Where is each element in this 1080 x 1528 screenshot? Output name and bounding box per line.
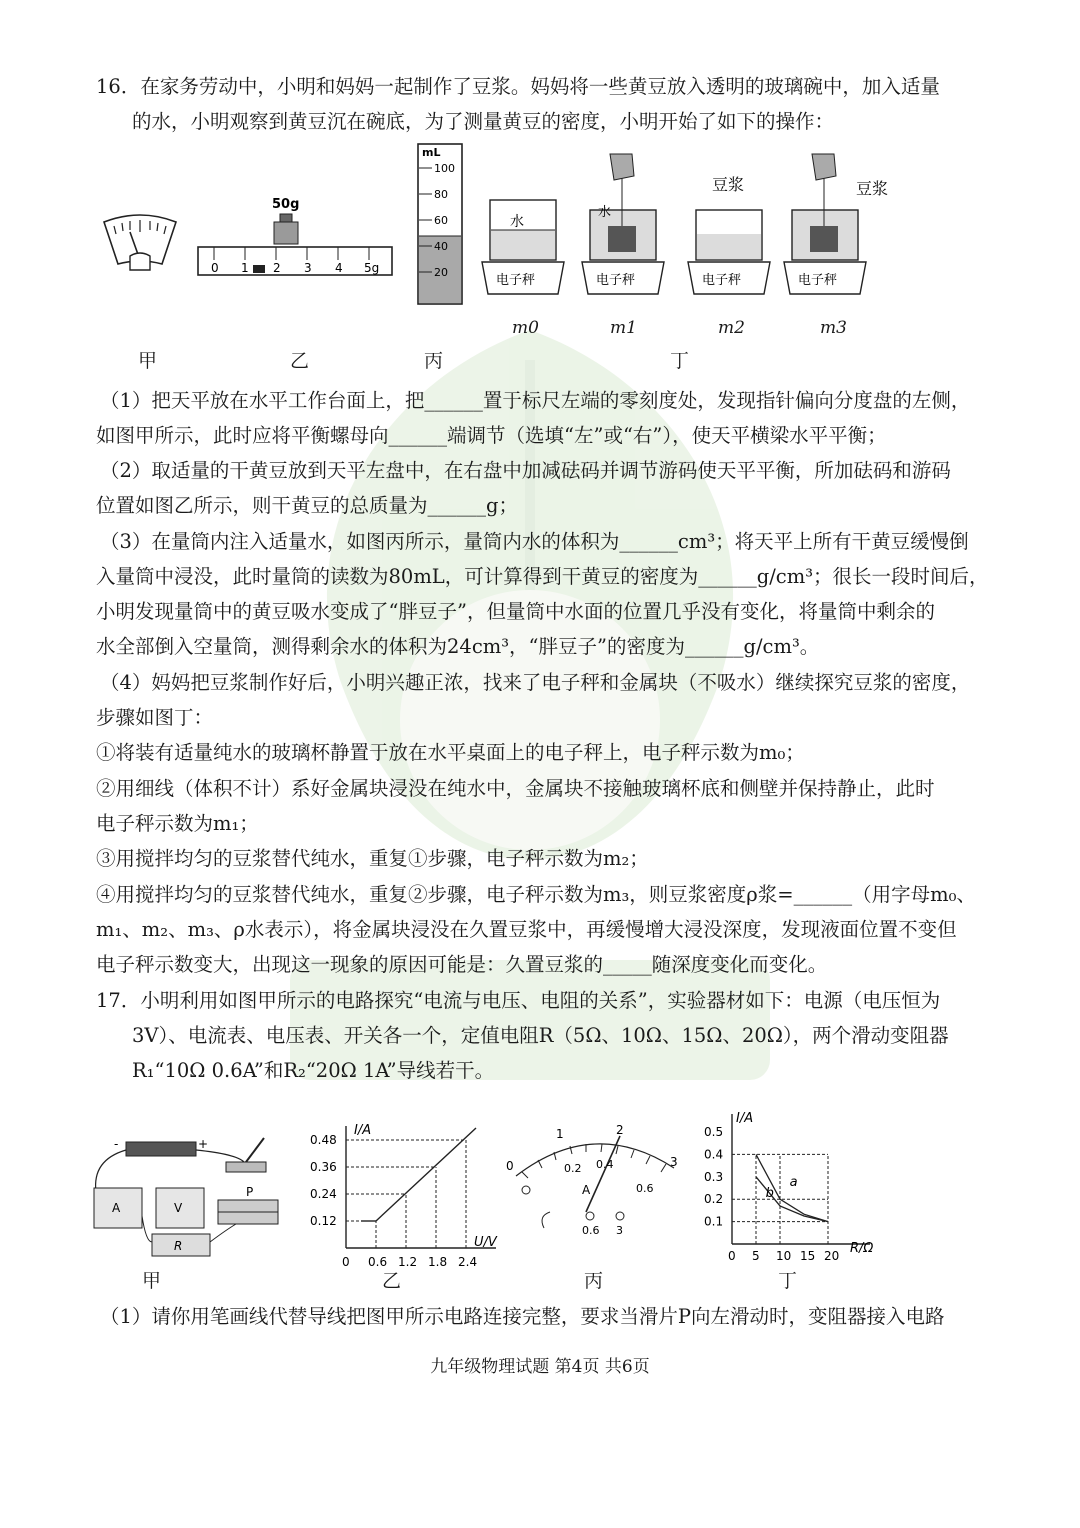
q16-fig-jia-label: 甲 bbox=[138, 350, 158, 372]
iu-xtick: 2.4 bbox=[458, 1255, 478, 1269]
ammeter-dial-figure bbox=[498, 1116, 690, 1242]
ir-xtick: 15 bbox=[800, 1249, 816, 1263]
ir-xtick: 10 bbox=[776, 1249, 792, 1263]
terminal-06: 0.6 bbox=[582, 1224, 600, 1237]
ir-ytick: 0.4 bbox=[704, 1147, 724, 1162]
slider-p-label: P bbox=[246, 1185, 254, 1199]
cylinder-unit: mL bbox=[422, 146, 441, 159]
q16-p3-line-3: 小明发现量筒中的黄豆吸水变成了“胖豆子”，但量筒中水面的位置几乎没有变化，将量筒中剩余的 bbox=[96, 600, 935, 623]
cylinder-tick-20: 20 bbox=[434, 266, 448, 279]
battery-plus: + bbox=[198, 1137, 209, 1151]
ir-xtick: 5 bbox=[752, 1249, 760, 1263]
dial-inner-06: 0.6 bbox=[636, 1182, 654, 1195]
resistor-label: R bbox=[174, 1239, 183, 1253]
iu-xtick: 1.2 bbox=[398, 1255, 418, 1269]
iu-xtick: 1.8 bbox=[428, 1255, 448, 1269]
balance-ruler-figure bbox=[196, 192, 394, 280]
beaker4-soy-label: 豆浆 bbox=[856, 179, 889, 198]
graduated-cylinder-figure bbox=[410, 140, 470, 310]
q16-p4-line-2: 步骤如图丁： bbox=[96, 706, 214, 729]
ruler-tick-0: 0 bbox=[211, 261, 219, 275]
cylinder-tick-100: 100 bbox=[434, 162, 455, 175]
beaker3-soy-label: 豆浆 bbox=[712, 175, 745, 194]
ir-ytick: 0.5 bbox=[704, 1125, 724, 1139]
dial-inner-04: 0.4 bbox=[596, 1158, 614, 1171]
battery-minus: - bbox=[114, 1137, 119, 1151]
circuit-figure bbox=[86, 1130, 286, 1262]
scale-label-1: 电子秤 bbox=[496, 273, 536, 288]
iu-ylabel: I/A bbox=[354, 1123, 372, 1138]
m2-label: m2 bbox=[718, 318, 745, 338]
q16-intro-line-1: 16．在家务劳动中，小明和妈妈一起制作了豆浆。妈妈将一些黄豆放入透明的玻璃碗中，加入适量 bbox=[96, 75, 940, 98]
ir-ylabel: I/A bbox=[736, 1111, 754, 1126]
iu-ytick: 0.36 bbox=[310, 1160, 337, 1174]
iu-ytick: 0.48 bbox=[310, 1133, 337, 1147]
q16-fig-bing-label: 丙 bbox=[424, 350, 444, 372]
q16-p2-line-2: 位置如图乙所示，则干黄豆的总质量为______g； bbox=[96, 494, 518, 517]
dial-outer-1: 1 bbox=[556, 1127, 564, 1141]
q16-intro-line-2: 的水，小明观察到黄豆沉在碗底，为了测量黄豆的密度，小明开始了如下的操作： bbox=[132, 110, 835, 133]
q17-fig-jia-label: 甲 bbox=[142, 1270, 162, 1292]
q17-intro-line-2: 3V）、电流表、电压表、开关各一个，定值电阻R（5Ω、10Ω、15Ω、20Ω），两个滑动变阻器 bbox=[132, 1024, 949, 1047]
q17-intro-line-3: R₁“10Ω 0.6A”和R₂“20Ω 1A”导线若干。 bbox=[132, 1059, 495, 1082]
q16-fig-yi-label: 乙 bbox=[290, 350, 310, 372]
ruler-tick-3: 3 bbox=[304, 261, 312, 275]
dial-outer-3: 3 bbox=[670, 1155, 678, 1169]
dial-outer-0: 0 bbox=[506, 1159, 514, 1173]
q16-p4-step1: ①将装有适量纯水的玻璃杯静置于放在水平桌面上的电子秤上，电子秤示数为m₀； bbox=[96, 741, 805, 764]
ruler-tick-2: 2 bbox=[273, 261, 281, 275]
q16-p4-step3: ③用搅拌均匀的豆浆替代纯水，重复①步骤，电子秤示数为m₂； bbox=[96, 847, 649, 870]
q17-p1-line-1: （1）请你用笔画线代替导线把图甲所示电路连接完整，要求当滑片P向左滑动时，变阻器接入电路 bbox=[100, 1305, 945, 1328]
ir-ytick: 0.1 bbox=[704, 1214, 724, 1229]
dial-unit-a: A bbox=[582, 1183, 591, 1197]
dial-inner-02: 0.2 bbox=[564, 1162, 582, 1175]
iu-xtick: 0 bbox=[342, 1255, 350, 1269]
scale-label-3: 电子秤 bbox=[702, 273, 742, 288]
m0-label: m0 bbox=[512, 318, 539, 338]
q16-p4-step2-line-1: ②用细线（体积不计）系好金属块浸没在纯水中，金属块不接触玻璃杯底和侧壁并保持静止，此时 bbox=[96, 777, 935, 800]
q16-p4-step2-line-2: 电子秤示数为m₁； bbox=[96, 812, 259, 835]
terminal-3: 3 bbox=[616, 1224, 623, 1237]
voltmeter-label: V bbox=[174, 1201, 183, 1215]
q16-p2-line-1: （2）取适量的干黄豆放到天平左盘中，在右盘中加减砝码并调节游码使天平平衡，所加砝码和游码 bbox=[100, 459, 951, 482]
q16-p1-line-2: 如图甲所示，此时应将平衡螺母向______端调节（选填“左”或“右”），使天平横梁水平平衡； bbox=[96, 424, 887, 447]
ammeter-label: A bbox=[112, 1201, 121, 1215]
scale-label-4: 电子秤 bbox=[798, 273, 838, 288]
page-footer: 九年级物理试题 第4页 共6页 bbox=[430, 1357, 650, 1377]
ruler-tick-5: 5g bbox=[364, 261, 380, 275]
q17-fig-bing-label: 丙 bbox=[584, 1270, 604, 1292]
q17-fig-yi-label: 乙 bbox=[382, 1270, 402, 1292]
ir-series-b-label: b bbox=[765, 1185, 774, 1201]
beakers-figure bbox=[482, 150, 889, 300]
dial-outer-2: 2 bbox=[616, 1123, 624, 1137]
iu-ytick: 0.12 bbox=[310, 1214, 337, 1228]
q16-p4-step4-line-3: 电子秤示数变大，出现这一现象的原因可能是：久置豆浆的_____随深度变化而变化。 bbox=[96, 953, 828, 976]
ir-ytick: 0.2 bbox=[704, 1192, 724, 1207]
ir-series-a-label: a bbox=[789, 1174, 798, 1190]
q16-p3-line-4: 水全部倒入空量筒，测得剩余水的体积为24cm³，“胖豆子”的密度为______g/cm³。 bbox=[96, 635, 820, 658]
iu-xtick: 0.6 bbox=[368, 1255, 388, 1269]
ruler-tick-4: 4 bbox=[335, 261, 343, 275]
ruler-tick-1: 1 bbox=[241, 261, 249, 275]
weight-label: 50g bbox=[272, 197, 300, 212]
iu-series-line bbox=[376, 1128, 476, 1221]
ir-xlabel: R/Ω bbox=[850, 1241, 874, 1256]
ir-xtick: 20 bbox=[824, 1249, 840, 1263]
q16-p4-step4-line-1: ④用搅拌均匀的豆浆替代纯水，重复②步骤，电子秤示数为m₃，则豆浆密度ρ浆=______（用字母m₀、 bbox=[96, 883, 976, 906]
cylinder-tick-80: 80 bbox=[434, 188, 448, 201]
iu-xlabel: U/V bbox=[474, 1235, 497, 1250]
m3-label: m3 bbox=[820, 318, 847, 338]
q16-p3-line-1: （3）在量筒内注入适量水，如图丙所示，量筒内水的体积为______cm³；将天平上所有干黄豆缓慢倒 bbox=[100, 530, 969, 553]
cylinder-tick-60: 60 bbox=[434, 214, 448, 227]
q16-p1-line-1: （1）把天平放在水平工作台面上，把______置于标尺左端的零刻度处，发现指针偏向分度盘的左侧， bbox=[100, 389, 971, 412]
q16-p4-step4-line-2: m₁、m₂、m₃、ρ水表示），将金属块浸没在久置豆浆中，再缓慢增大浸没深度，发现液面位置不变但 bbox=[96, 918, 957, 941]
m1-label: m1 bbox=[610, 318, 637, 338]
iu-chart bbox=[306, 1118, 502, 1269]
q17-intro-line-1: 17．小明利用如图甲所示的电路探究“电流与电压、电阻的关系”，实验器材如下：电源（电压恒为 bbox=[96, 989, 941, 1012]
ir-xtick: 0 bbox=[728, 1249, 736, 1263]
beaker1-water-label: 水 bbox=[510, 214, 524, 230]
q16-p3-line-2: 入量筒中浸没，此时量筒的读数为80mL，可计算得到干黄豆的密度为______g/cm³；很长一段时间后， bbox=[96, 565, 989, 588]
iu-ytick: 0.24 bbox=[310, 1187, 337, 1201]
q16-fig-ding-label: 丁 bbox=[670, 350, 690, 372]
scale-label-2: 电子秤 bbox=[596, 273, 636, 288]
ir-ytick: 0.3 bbox=[704, 1169, 724, 1184]
q16-p4-line-1: （4）妈妈把豆浆制作好后，小明兴趣正浓，找来了电子秤和金属块（不吸水）继续探究豆浆的密度， bbox=[100, 671, 971, 694]
q17-fig-ding-label: 丁 bbox=[778, 1270, 798, 1292]
balance-dial-figure bbox=[100, 212, 180, 274]
cylinder-tick-40: 40 bbox=[434, 240, 448, 253]
beaker2-water-label: 水 bbox=[598, 205, 612, 220]
ir-chart bbox=[700, 1106, 888, 1263]
